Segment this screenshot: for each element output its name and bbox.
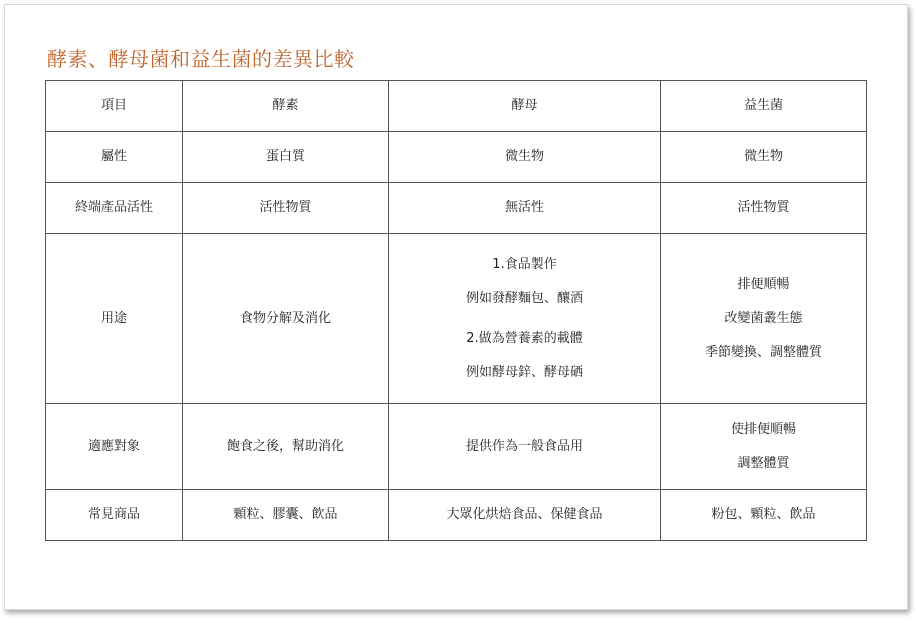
header-cell-enzyme: 酵素 <box>183 81 389 132</box>
row-label: 適應對象 <box>46 404 183 490</box>
yeast-usage-line: 例如酵母鋅、酵母硒 <box>465 364 583 380</box>
table-row-usage <box>46 234 867 404</box>
probiotic-usage-line: 排便順暢 <box>737 276 790 292</box>
enzyme-cell: 蛋白質 <box>183 132 389 183</box>
probiotic-cell: 粉包、顆粒、飲品 <box>661 490 867 541</box>
probiotic-cell: 活性物質 <box>661 183 867 234</box>
yeast-usage-line: 例如發酵麵包、釀酒 <box>465 290 583 306</box>
header-cell-item: 項目 <box>46 81 183 132</box>
comparison-table <box>45 80 867 541</box>
probiotic-cell <box>661 404 867 490</box>
yeast-cell: 大眾化烘焙食品、保健食品 <box>389 490 661 541</box>
row-label: 常見商品 <box>46 490 183 541</box>
probiotic-usage-line: 季節變換、調整體質 <box>704 344 822 360</box>
table-row-products <box>46 490 867 541</box>
enzyme-cell: 活性物質 <box>183 183 389 234</box>
table-row-activity <box>46 183 867 234</box>
enzyme-cell: 飽食之後，幫助消化 <box>183 404 389 490</box>
row-label: 屬性 <box>46 132 183 183</box>
header-cell-probiotic: 益生菌 <box>661 81 867 132</box>
table-header-row <box>46 81 867 132</box>
yeast-cell <box>389 234 661 404</box>
probiotic-cell <box>661 234 867 404</box>
yeast-usage-line: 2.做為營養素的載體 <box>466 330 583 346</box>
table-row-attribute <box>46 132 867 183</box>
probiotic-target-line: 調整體質 <box>737 455 790 471</box>
page-title: 酵素、酵母菌和益生菌的差異比較 <box>47 47 355 71</box>
yeast-cell: 無活性 <box>389 183 661 234</box>
table-row-target <box>46 404 867 490</box>
enzyme-cell: 食物分解及消化 <box>183 234 389 404</box>
yeast-usage-line: 1.食品製作 <box>492 256 557 272</box>
yeast-cell: 微生物 <box>389 132 661 183</box>
header-cell-yeast: 酵母 <box>389 81 661 132</box>
yeast-cell: 提供作為一般食品用 <box>389 404 661 490</box>
probiotic-usage-line: 改變菌叢生態 <box>724 310 803 326</box>
probiotic-cell: 微生物 <box>661 132 867 183</box>
row-label: 終端產品活性 <box>46 183 183 234</box>
row-label: 用途 <box>46 234 183 404</box>
document-card <box>4 4 908 610</box>
enzyme-cell: 顆粒、膠囊、飲品 <box>183 490 389 541</box>
probiotic-target-line: 使排便順暢 <box>730 421 796 437</box>
